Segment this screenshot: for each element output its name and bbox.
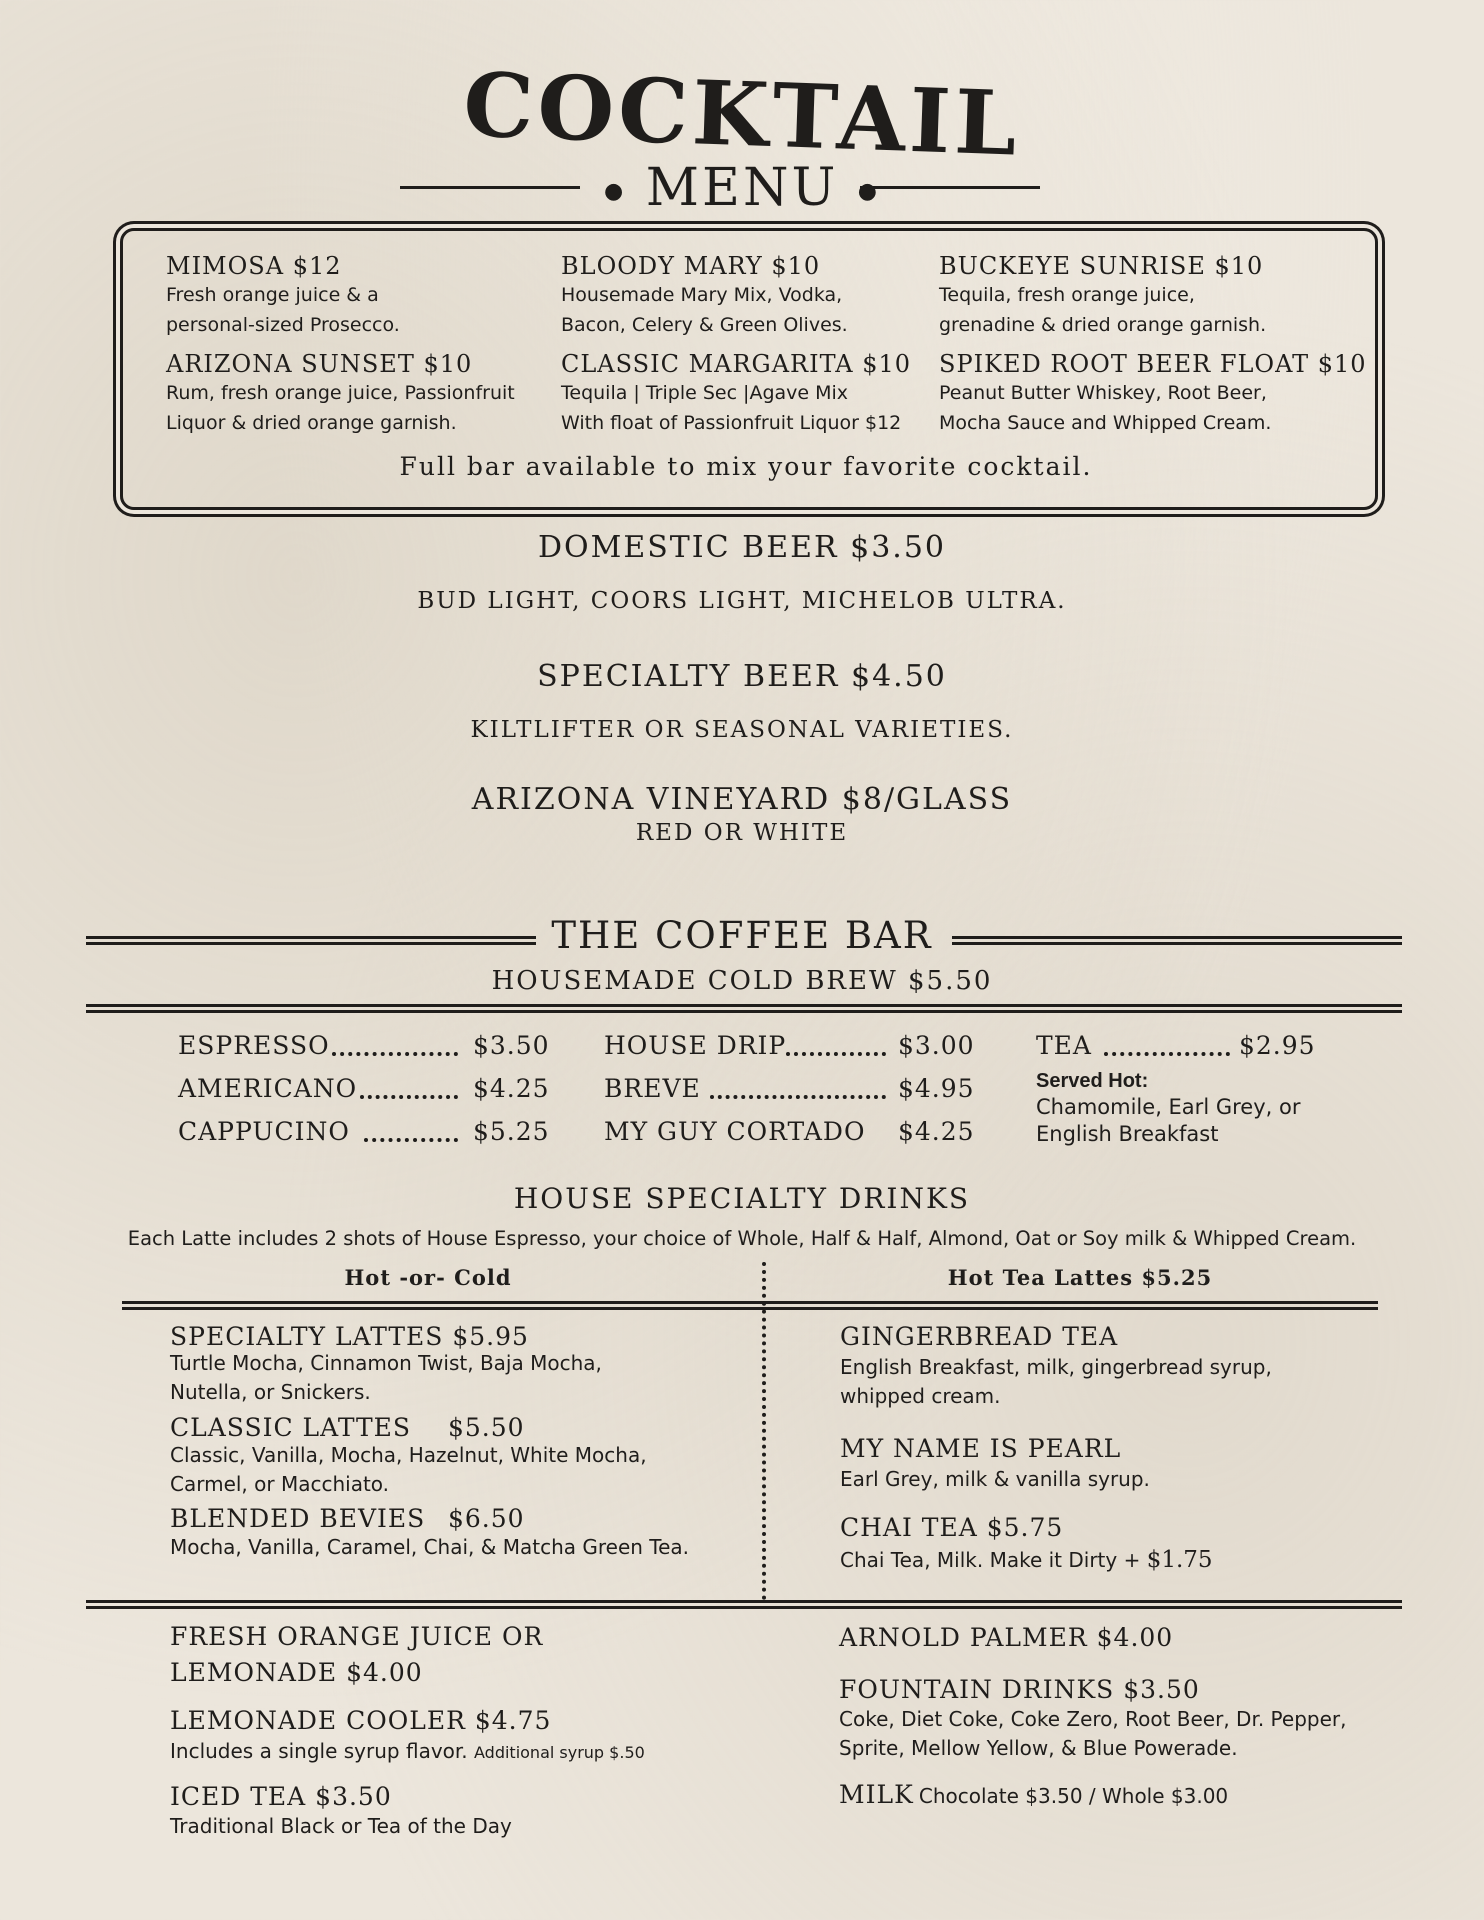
specialty-item-name: BLENDED BEVIES [170,1504,426,1533]
coffee-item-price: $4.25 [473,1074,550,1103]
wine-list: RED OR WHITE [635,820,849,846]
cooler-desc-text: Includes a single syrup flavor. [170,1739,474,1763]
cocktail-desc: Tequila | Triple Sec |Agave Mix [561,382,849,404]
specialty-item-desc [840,1546,1213,1575]
coffee-item-price: $3.00 [898,1031,975,1060]
specialty-item-desc: Nutella, or Snickers. [170,1380,371,1404]
tea-desc: Chamomile, Earl Grey, or [1036,1095,1301,1119]
cocktail-name: MIMOSA $12 [166,252,342,280]
wine-heading: ARIZONA VINEYARD $8/GLASS [471,782,1013,817]
iced-tea-desc: Traditional Black or Tea of the Day [170,1814,512,1838]
specialty-item-desc: Classic, Vanilla, Mocha, Hazelnut, White Mocha, [170,1443,647,1467]
specialty-item-desc: Earl Grey, milk & vanilla syrup. [840,1467,1150,1491]
specialty-item-price: $6.50 [448,1504,525,1533]
coffee-item-price: $4.25 [898,1117,975,1146]
cocktail-desc: Tequila, fresh orange juice, [939,284,1195,306]
coffee-item-name: MY GUY CORTADO [604,1117,866,1146]
dot-leader [360,1095,458,1099]
tea-desc: English Breakfast [1036,1122,1219,1146]
cocktail-desc: Fresh orange juice & a [166,284,379,306]
coffee-item-price: $3.50 [473,1031,550,1060]
specialty-beer-heading: SPECIALTY BEER $4.50 [537,659,947,694]
latte-note: Each Latte includes 2 shots of House Espresso, your choice of Whole, Half & Half, Almond, Oat or Soy milk & Whipped Cream. [127,1227,1357,1250]
coffee-item-name: AMERICANO [178,1074,358,1103]
domestic-beer-heading: DOMESTIC BEER $3.50 [537,530,947,565]
hot-or-cold-heading: Hot -or- Cold [344,1265,512,1290]
cold-brew-heading: HOUSEMADE COLD BREW $5.50 [491,966,993,996]
cocktail-item [561,350,911,438]
cocktail-item [939,252,1266,340]
specialty-item-desc: Turtle Mocha, Cinnamon Twist, Baja Mocha, [170,1351,602,1375]
dot-leader [1104,1052,1230,1056]
cocktail-name: ARIZONA SUNSET $10 [166,350,473,378]
cocktail-name: SPIKED ROOT BEER FLOAT $10 [939,350,1367,378]
title-cocktail: COCKTAIL [461,52,1023,176]
oj-heading: LEMONADE $4.00 [170,1658,423,1687]
lemonade-cooler-desc [170,1737,645,1767]
cocktail-item [166,350,515,438]
cocktail-item [939,350,1367,438]
fountain-heading: FOUNTAIN DRINKS $3.50 [839,1675,1200,1704]
cocktail-desc: grenadine & dried orange garnish. [939,314,1267,336]
iced-tea-heading: ICED TEA $3.50 [170,1782,392,1811]
cocktail-desc: Peanut Butter Whiskey, Root Beer, [939,382,1267,404]
coffee-item-name: ESPRESSO [178,1031,330,1060]
coffee-rule-full [86,1004,1402,1013]
cocktail-desc: Mocha Sauce and Whipped Cream. [939,412,1272,434]
dot-leader [786,1052,886,1056]
specialty-beer-list: KILTLIFTER OR SEASONAL VARIETIES. [470,717,1014,743]
coffee-item-name: HOUSE DRIP [604,1031,787,1060]
cocktail-desc: With float of Passionfruit Liquor $12 [561,412,902,434]
full-bar-note: Full bar available to mix your favorite cocktail. [399,452,1093,481]
specialty-item-name: CLASSIC LATTES [170,1413,412,1442]
coffee-item-price: $2.95 [1239,1031,1316,1060]
cocktail-name: BLOODY MARY $10 [561,252,821,280]
specialty-item-name: CHAI TEA $5.75 [840,1513,1064,1542]
cocktail-desc: Rum, fresh orange juice, Passionfruit [166,382,515,404]
title-menu [0,158,1484,218]
milk-heading: MILK [839,1780,914,1809]
specialty-item-desc: Mocha, Vanilla, Caramel, Chai, & Matcha Green Tea. [170,1535,690,1559]
coffee-item-name: CAPPUCINO [178,1117,350,1146]
title-menu-text: MENU [645,158,839,218]
domestic-beer-list: BUD LIGHT, COORS LIGHT, MICHELOB ULTRA. [417,588,1067,614]
lemonade-cooler-heading: LEMONADE COOLER $4.75 [170,1706,552,1735]
specialty-item-name: GINGERBREAD TEA [840,1322,1119,1351]
cocktail-name: BUCKEYE SUNRISE $10 [939,252,1264,280]
cocktail-desc: Housemade Mary Mix, Vodka, [561,284,843,306]
lower-rule [86,1600,1402,1609]
milk-desc: Chocolate $3.50 / Whole $3.00 [918,1784,1229,1808]
cocktail-item [561,252,848,340]
specialty-item-desc: English Breakfast, milk, gingerbread syrup, [840,1355,1272,1379]
specialty-item-name: MY NAME IS PEARL [840,1434,1122,1463]
coffee-item-price: $4.95 [898,1074,975,1103]
specialty-item-price: $5.50 [448,1413,525,1442]
specialty-item-desc: whipped cream. [840,1384,1001,1408]
bullet-icon: ● [857,179,880,204]
oj-heading: FRESH ORANGE JUICE OR [170,1622,544,1651]
cocktail-desc: personal-sized Prosecco. [166,314,400,336]
title-menu-row [0,158,1484,218]
cocktail-desc: Bacon, Celery & Green Olives. [561,314,848,336]
coffee-bar-title: THE COFFEE BAR [551,914,933,957]
coffee-item-name: BREVE [604,1074,701,1103]
dot-leader [364,1138,458,1142]
column-divider [762,1262,766,1600]
fountain-desc: Coke, Diet Coke, Coke Zero, Root Beer, Dr. Pepper, [839,1707,1347,1731]
milk-line [839,1780,1228,1811]
arnold-palmer-heading: ARNOLD PALMER $4.00 [839,1623,1174,1652]
dirty-price: $1.75 [1146,1547,1213,1573]
cooler-extra: Additional syrup $.50 [474,1743,645,1762]
fountain-desc: Sprite, Mellow Yellow, & Blue Powerade. [839,1736,1238,1760]
coffee-item-price: $5.25 [473,1117,550,1146]
chai-desc: Chai Tea, Milk. Make it Dirty + [840,1548,1147,1572]
specialty-item-name: SPECIALTY LATTES $5.95 [170,1322,529,1351]
dot-leader [710,1095,886,1099]
specialty-rule [122,1301,1378,1310]
bullet-icon: ● [604,179,627,204]
specialty-item-desc: Carmel, or Macchiato. [170,1472,390,1496]
cocktail-name: CLASSIC MARGARITA $10 [561,350,912,378]
house-specialty-heading: HOUSE SPECIALTY DRINKS [513,1182,971,1215]
hot-tea-lattes-heading: Hot Tea Lattes $5.25 [947,1265,1213,1290]
tea-served-label: Served Hot: [1036,1070,1149,1092]
coffee-item-name: TEA [1036,1031,1092,1060]
cocktail-item [166,252,400,340]
cocktail-desc: Liquor & dried orange garnish. [166,412,457,434]
dot-leader [332,1052,458,1056]
